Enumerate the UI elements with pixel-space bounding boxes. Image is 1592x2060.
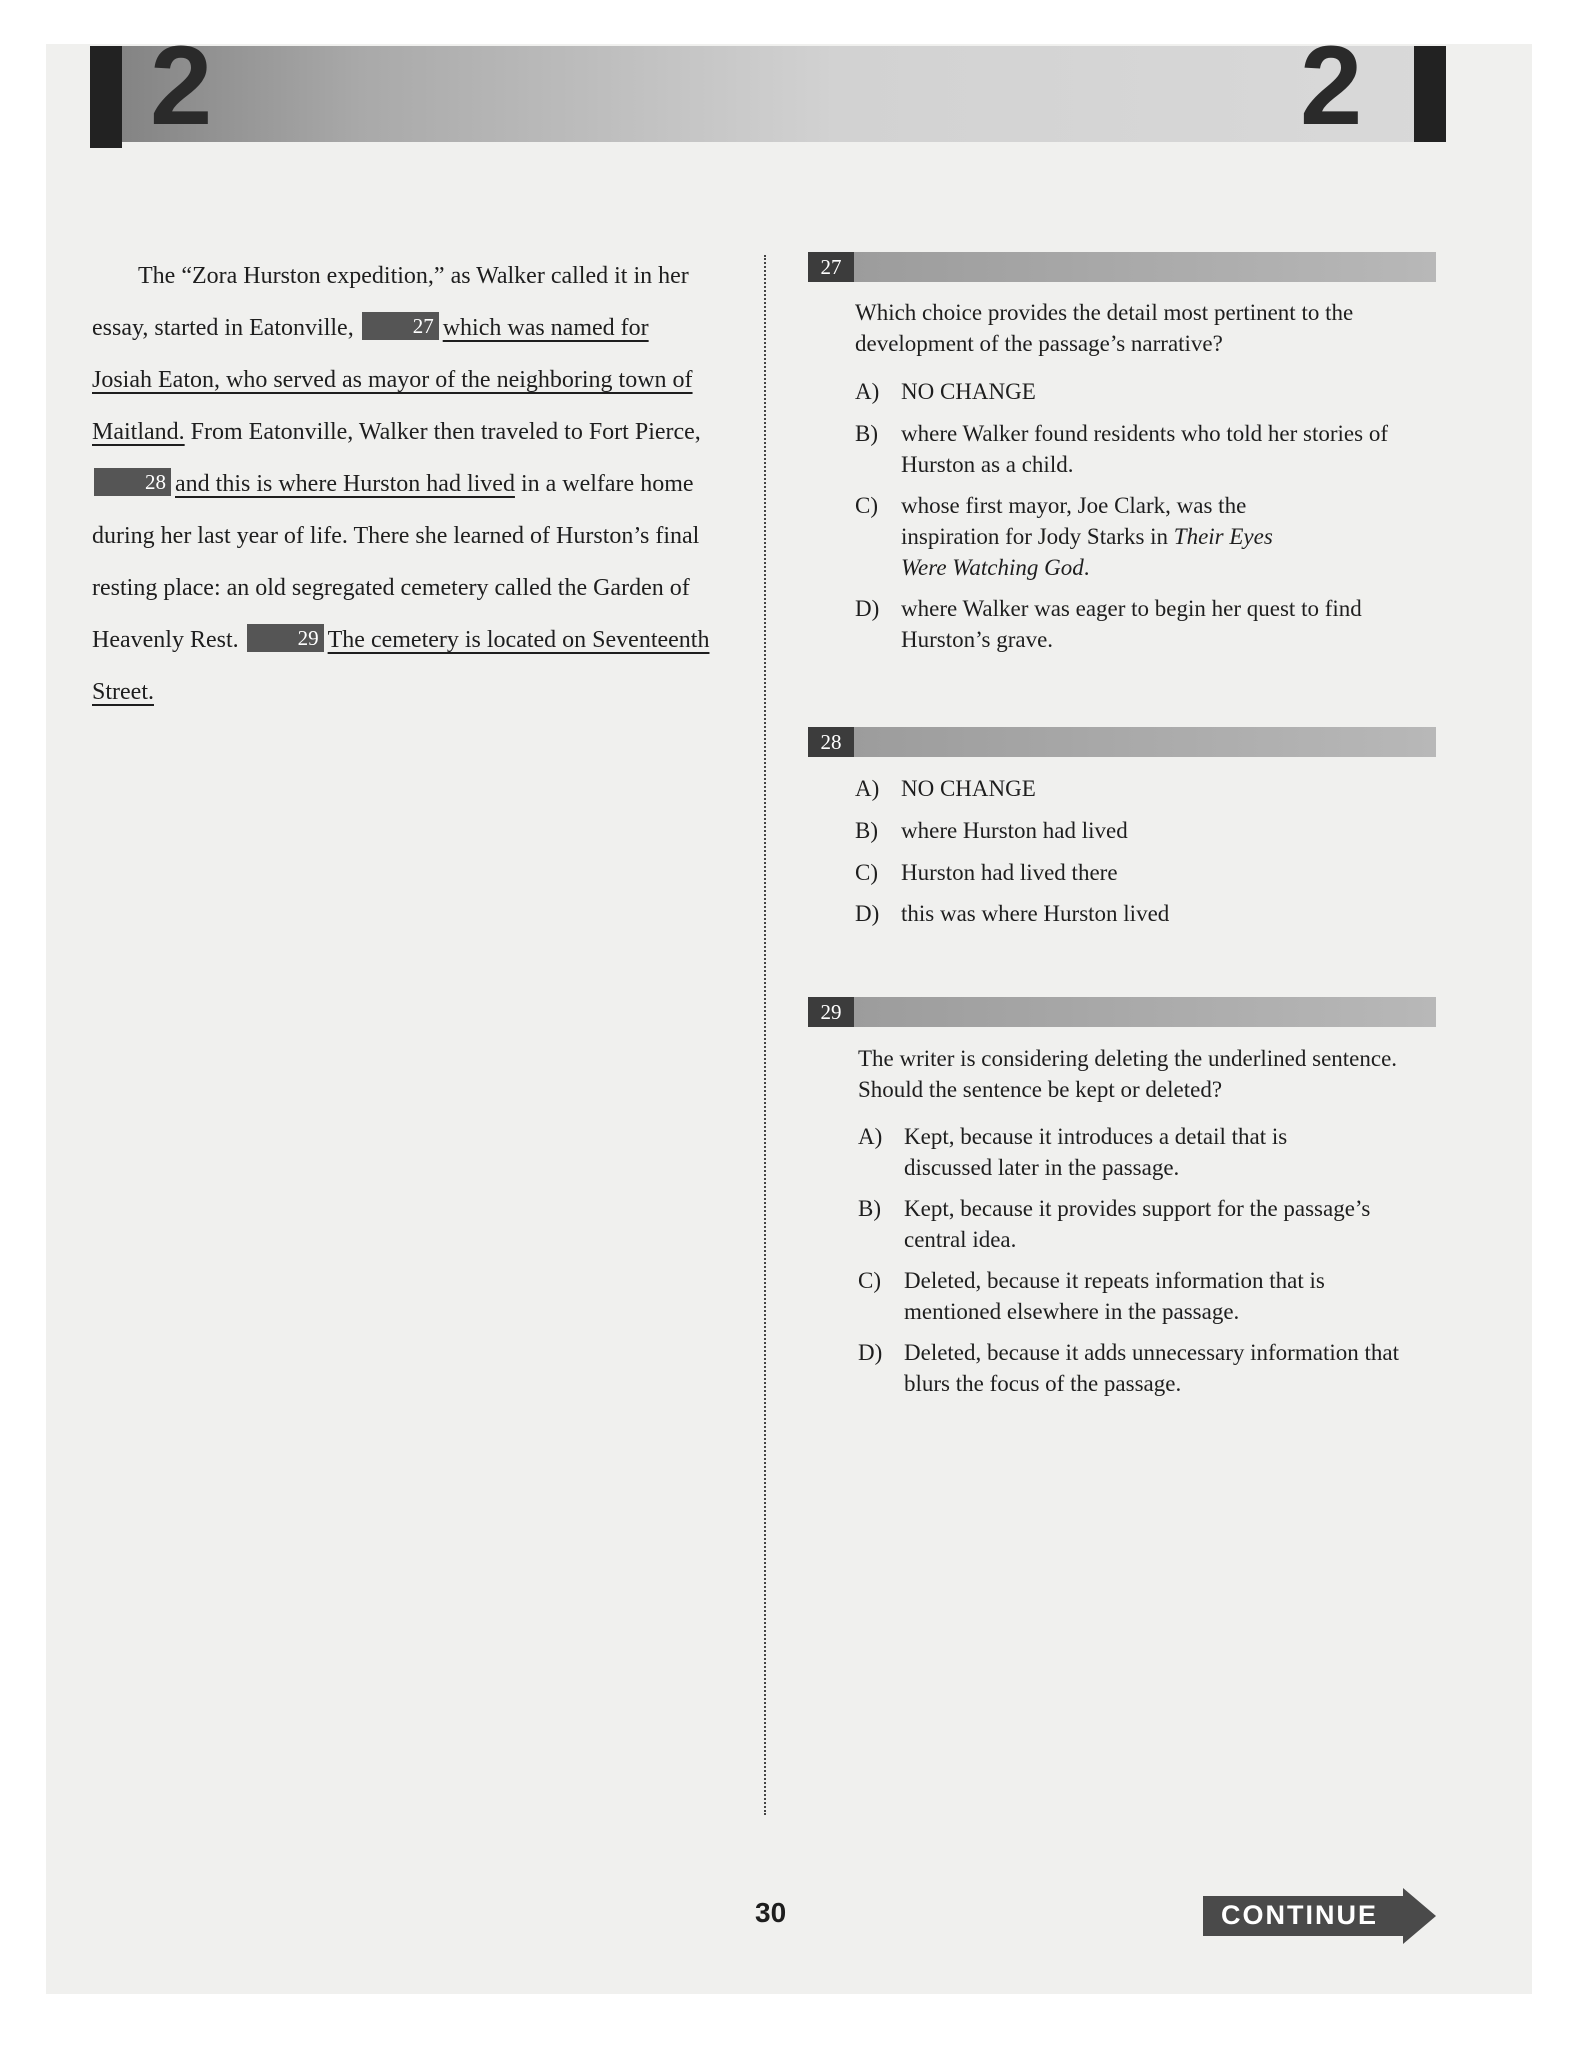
question-marker-27[interactable]: 27 bbox=[362, 312, 439, 340]
choice-28-b[interactable] bbox=[855, 815, 1435, 846]
choice-text: where Walker found residents who told her stories of Hurston as a child. bbox=[901, 421, 1388, 477]
question-number-28: 28 bbox=[808, 727, 854, 757]
choice-27-d[interactable] bbox=[855, 593, 1435, 655]
choice-text: NO CHANGE bbox=[901, 379, 1036, 404]
choice-letter: C) bbox=[855, 860, 878, 885]
question-27-header bbox=[808, 252, 1436, 282]
question-marker-28[interactable]: 28 bbox=[94, 468, 171, 496]
column-divider bbox=[764, 255, 766, 1815]
choice-text bbox=[901, 490, 1435, 583]
question-marker-29[interactable]: 29 bbox=[247, 624, 324, 652]
choice-text: Hurston had lived there bbox=[901, 860, 1118, 885]
choice-letter: A) bbox=[855, 776, 880, 801]
passage-paragraph bbox=[92, 250, 712, 718]
choice-27-c[interactable] bbox=[855, 490, 1435, 583]
choice-28-d[interactable] bbox=[855, 898, 1435, 929]
question-number-29: 29 bbox=[808, 997, 854, 1027]
choice-27-a[interactable] bbox=[855, 376, 1435, 407]
question-28-header bbox=[808, 727, 1436, 757]
choice-29-a[interactable] bbox=[858, 1121, 1378, 1183]
choice-letter: C) bbox=[858, 1268, 881, 1293]
choice-letter: D) bbox=[855, 596, 880, 621]
choice-text: where Walker was eager to begin her quest to find Hurston’s grave. bbox=[901, 596, 1362, 652]
section-number-right: 2 bbox=[1300, 23, 1363, 148]
passage-text: From Eatonville, Walker then traveled to Fort Pierce, bbox=[190, 419, 701, 445]
continue-button[interactable] bbox=[1203, 1888, 1436, 1944]
choice-text: this was where Hurston lived bbox=[901, 901, 1170, 926]
choice-text-plain: whose first mayor, Joe Clark, was the inspiration for Jody Starks in bbox=[901, 493, 1247, 549]
choice-letter: A) bbox=[855, 379, 880, 404]
choice-text-end: . bbox=[1083, 555, 1090, 580]
passage bbox=[92, 250, 712, 718]
choice-text: Deleted, because it repeats information that is mentioned elsewhere in the passage. bbox=[904, 1268, 1325, 1324]
choice-text: Kept, because it introduces a detail that is discussed later in the passage. bbox=[904, 1124, 1288, 1180]
choice-text: Deleted, because it adds unnecessary information that blurs the focus of the passage. bbox=[904, 1340, 1399, 1396]
choice-letter: B) bbox=[855, 421, 878, 446]
choice-letter: B) bbox=[858, 1196, 881, 1221]
continue-label: CONTINUE bbox=[1221, 1900, 1378, 1930]
choice-28-c[interactable] bbox=[855, 857, 1435, 888]
underlined-text-27[interactable]: which was named for Josiah Eaton, who served as mayor of the neighboring town of Maitland. bbox=[92, 315, 693, 445]
choice-text: where Hurston had lived bbox=[901, 818, 1128, 843]
passage-text: The “Zora Hurston expedition,” as Walker called it in her essay, started in Eatonville, bbox=[92, 263, 689, 341]
question-29-header bbox=[808, 997, 1436, 1027]
underlined-text-28[interactable]: and this is where Hurston had lived bbox=[175, 471, 515, 497]
question-27-stem: Which choice provides the detail most pertinent to the development of the passage’s narrative? bbox=[855, 300, 1354, 356]
underlined-text-29[interactable]: The cemetery is located on Seventeenth Street. bbox=[92, 627, 710, 705]
book-title: Their Eyes Were Watching God bbox=[901, 524, 1273, 580]
choice-letter: B) bbox=[855, 818, 878, 843]
question-number-27: 27 bbox=[808, 252, 854, 282]
choice-29-c[interactable] bbox=[858, 1265, 1378, 1327]
header-bar-left bbox=[90, 46, 122, 148]
choice-letter: D) bbox=[855, 901, 880, 926]
question-29-stem: The writer is considering deleting the underlined sentence. Should the sentence be kept or deleted? bbox=[858, 1046, 1398, 1102]
choice-29-d[interactable] bbox=[858, 1337, 1418, 1399]
choice-letter: C) bbox=[855, 493, 878, 518]
section-number-left: 2 bbox=[150, 23, 213, 148]
choice-letter: A) bbox=[858, 1124, 883, 1149]
choice-29-b[interactable] bbox=[858, 1193, 1378, 1255]
page-number: 30 bbox=[755, 1897, 787, 1928]
choice-text: NO CHANGE bbox=[901, 776, 1036, 801]
choice-text: Kept, because it provides support for the passage’s central idea. bbox=[904, 1196, 1371, 1252]
choice-27-b[interactable] bbox=[855, 418, 1435, 480]
header-bar-right bbox=[1414, 46, 1446, 142]
choice-letter: D) bbox=[858, 1340, 883, 1365]
passage-text: in a welfare home during her last year of life. There she learned of Hurston’s final resting place: an old segregated cemetery called the Garden of Heavenly Rest. bbox=[92, 471, 700, 653]
section-header-band bbox=[90, 46, 1446, 142]
choice-28-a[interactable] bbox=[855, 773, 1435, 804]
